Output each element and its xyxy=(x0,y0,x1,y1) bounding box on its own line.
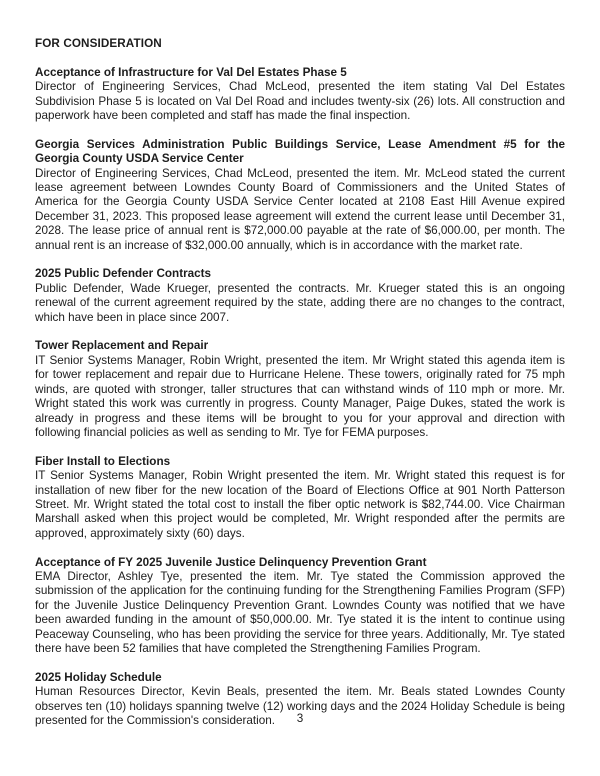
document-section-title: FOR CONSIDERATION xyxy=(35,37,162,50)
agenda-item-public-defender-contracts xyxy=(35,267,565,325)
agenda-item-heading: Georgia Services Administration Public Buildings Service, Lease Amendment #5 for the Georgia County USDA Service Center xyxy=(35,137,565,166)
agenda-item-juvenile-justice-grant xyxy=(35,556,565,657)
agenda-item-heading: Acceptance of FY 2025 Juvenile Justice Delinquency Prevention Grant xyxy=(35,555,427,569)
agenda-item-heading: 2025 Holiday Schedule xyxy=(35,670,162,684)
agenda-item-heading: Fiber Install to Elections xyxy=(35,454,171,468)
agenda-item-fiber-install xyxy=(35,455,565,541)
agenda-item-body: Director of Engineering Services, Chad McLeod, presented the item. Mr. McLeod stated the current lease agreement between Lowndes County Board of Commissioners and the United States of America for the Georgia County USDA Service Center located at 2108 East Hill Avenue expired December 31, 2023. This proposed lease agreement will extend the current lease until December 31, 2028. The lease price of annual rent is $72,000.00 payable at the rate of $6,000.00, per month. The annual rent is an increase of $32,000.00 annually, which is in accordance with the market rate. xyxy=(35,166,565,252)
agenda-item-val-del-estates xyxy=(35,66,565,124)
page-number: 3 xyxy=(296,712,304,725)
agenda-item-heading: Acceptance of Infrastructure for Val Del Estates Phase 5 xyxy=(35,65,347,79)
agenda-item-body: EMA Director, Ashley Tye, presented the item. Mr. Tye stated the Commission approved the submission of the application for the continuing funding for the Strengthening Families Program (SFP) for the Juvenile Justice Delinquency Prevention Grant. Lowndes County was notified that we have been awarded funding in the amount of $50,000.00. Mr. Tye stated it is the intent to continue using Peaceway Counseling, who has been providing the service for three years. Additionally, Mr. Tye stated there have been 52 families that have completed the Strengthening Families Program. xyxy=(35,569,565,655)
agenda-item-heading: Tower Replacement and Repair xyxy=(35,339,209,353)
agenda-item-heading: 2025 Public Defender Contracts xyxy=(35,267,212,281)
agenda-item-body: Director of Engineering Services, Chad McLeod, presented the item stating Val Del Estates Subdivision Phase 5 is located on Val Del Road and includes twenty-six (26) lots. All construction and paperwork have been completed and staff has made the final inspection. xyxy=(35,80,565,123)
agenda-item-tower-replacement xyxy=(35,339,565,440)
agenda-item-body: IT Senior Systems Manager, Robin Wright presented the item. Mr. Wright stated this request is for installation of new fiber for the new location of the Board of Elections Office at 901 North Patterson Street. Mr. Wright stated the total cost to install the fiber optic network is $82,744.00. Vice Chairman Marshall asked when this project would be completed, Mr. Wright responded after the permits are approved, approximately sixty (60) days. xyxy=(35,469,565,540)
agenda-item-body: Human Resources Director, Kevin Beals, presented the item. Mr. Beals stated Lowndes County observes ten (10) holidays spanning twelve (12) working days and the 2024 Holiday Schedule is being presented for the Commission's consideration. xyxy=(35,685,565,727)
agenda-item-body: Public Defender, Wade Krueger, presented the contracts. Mr. Krueger stated this is an ongoing renewal of the current agreement required by the state, adding there are no changes to the contract, which have been in place since 2007. xyxy=(35,281,565,324)
agenda-item-body: IT Senior Systems Manager, Robin Wright, presented the item. Mr Wright stated this agenda item is for tower replacement and repair due to Hurricane Helene. These towers, originally rated for 75 mph winds, are quoted with stronger, taller structures that can withstand winds of 110 mph or more. Mr. Wright stated this work was currently in progress. County Manager, Paige Dukes, stated the work is already in progress and these items will be brought to you for your approval and direction with following financial policies as well as sending to Mr. Tye for FEMA purposes. xyxy=(35,353,565,439)
agenda-item-usda-lease-amendment xyxy=(35,138,565,253)
